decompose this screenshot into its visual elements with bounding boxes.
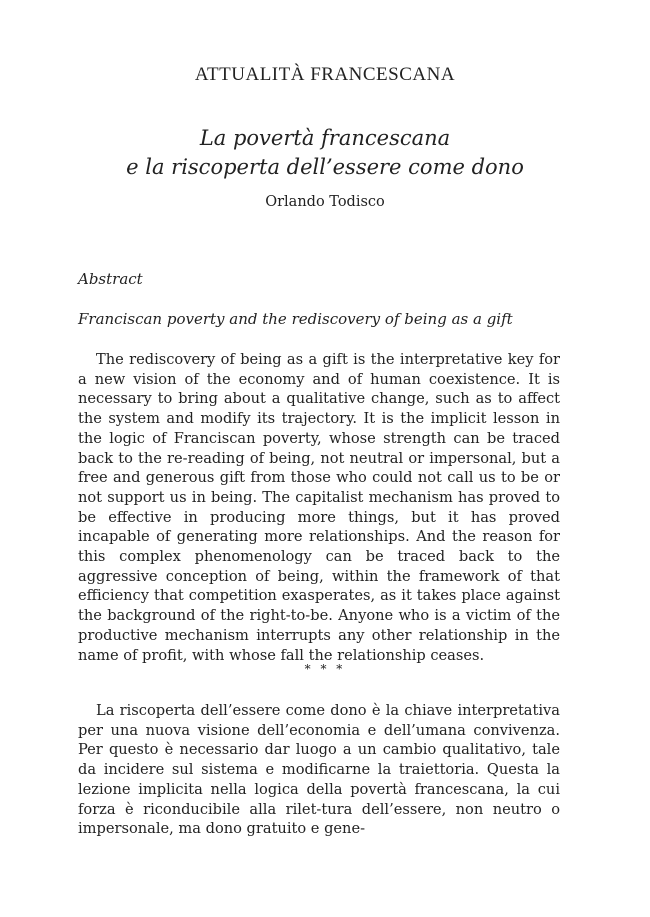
- abstract-paragraph: The rediscovery of being as a gift is the interpretative key for a new vision of the economy and of human coexistence. It is necessary to bring about a qualitative change, such as to affect the system and modify its trajectory. It is the implicit lesson in the logic of Franciscan poverty, whose strength can be traced back to the re-reading of being, not neutral or impersonal, but a free and generous gift from those who could not call us to be or not support us in being. The capitalist mechanism has proved to be effective in producing more things, but it has proved incapable of generating more relationships. And the reason for this complex phenomenology can be traced back to the aggressive conception of being, within the framework of that efficiency that competition exasperates, as it takes place against the background of the right-to-be. Anyone who is a victim of the productive mechanism interrupts any other relationship in the name of profit, with whose fall the relationship ceases.: [78, 351, 560, 664]
- section-heading: ATTUALITÀ FRANCESCANA: [194, 64, 456, 85]
- article-title-line-1: La povertà francescana: [199, 126, 451, 150]
- section-separator: * * *: [304, 662, 346, 676]
- body-paragraph: La riscoperta dell’essere come dono è la chiave interpretativa per una nuova visione dell’economia e dell’umana convivenza. Per questo è necessario dar luogo a un cambio qualitativo, tale da incidere sul sistema e modificarne la traiettoria. Questa la lezione implicita nella logica della povertà francescana, la cui forza è riconducibile alla rilet-tura dell’essere, non neutro o impersonale, ma dono gratuito e gene-: [78, 702, 560, 838]
- article-title-line-2: e la riscoperta dell’essere come dono: [126, 155, 524, 179]
- abstract-title: Franciscan poverty and the rediscovery of being as a gift: [78, 310, 513, 328]
- author-name: Orlando Todisco: [265, 194, 385, 210]
- abstract-label: Abstract: [78, 270, 143, 288]
